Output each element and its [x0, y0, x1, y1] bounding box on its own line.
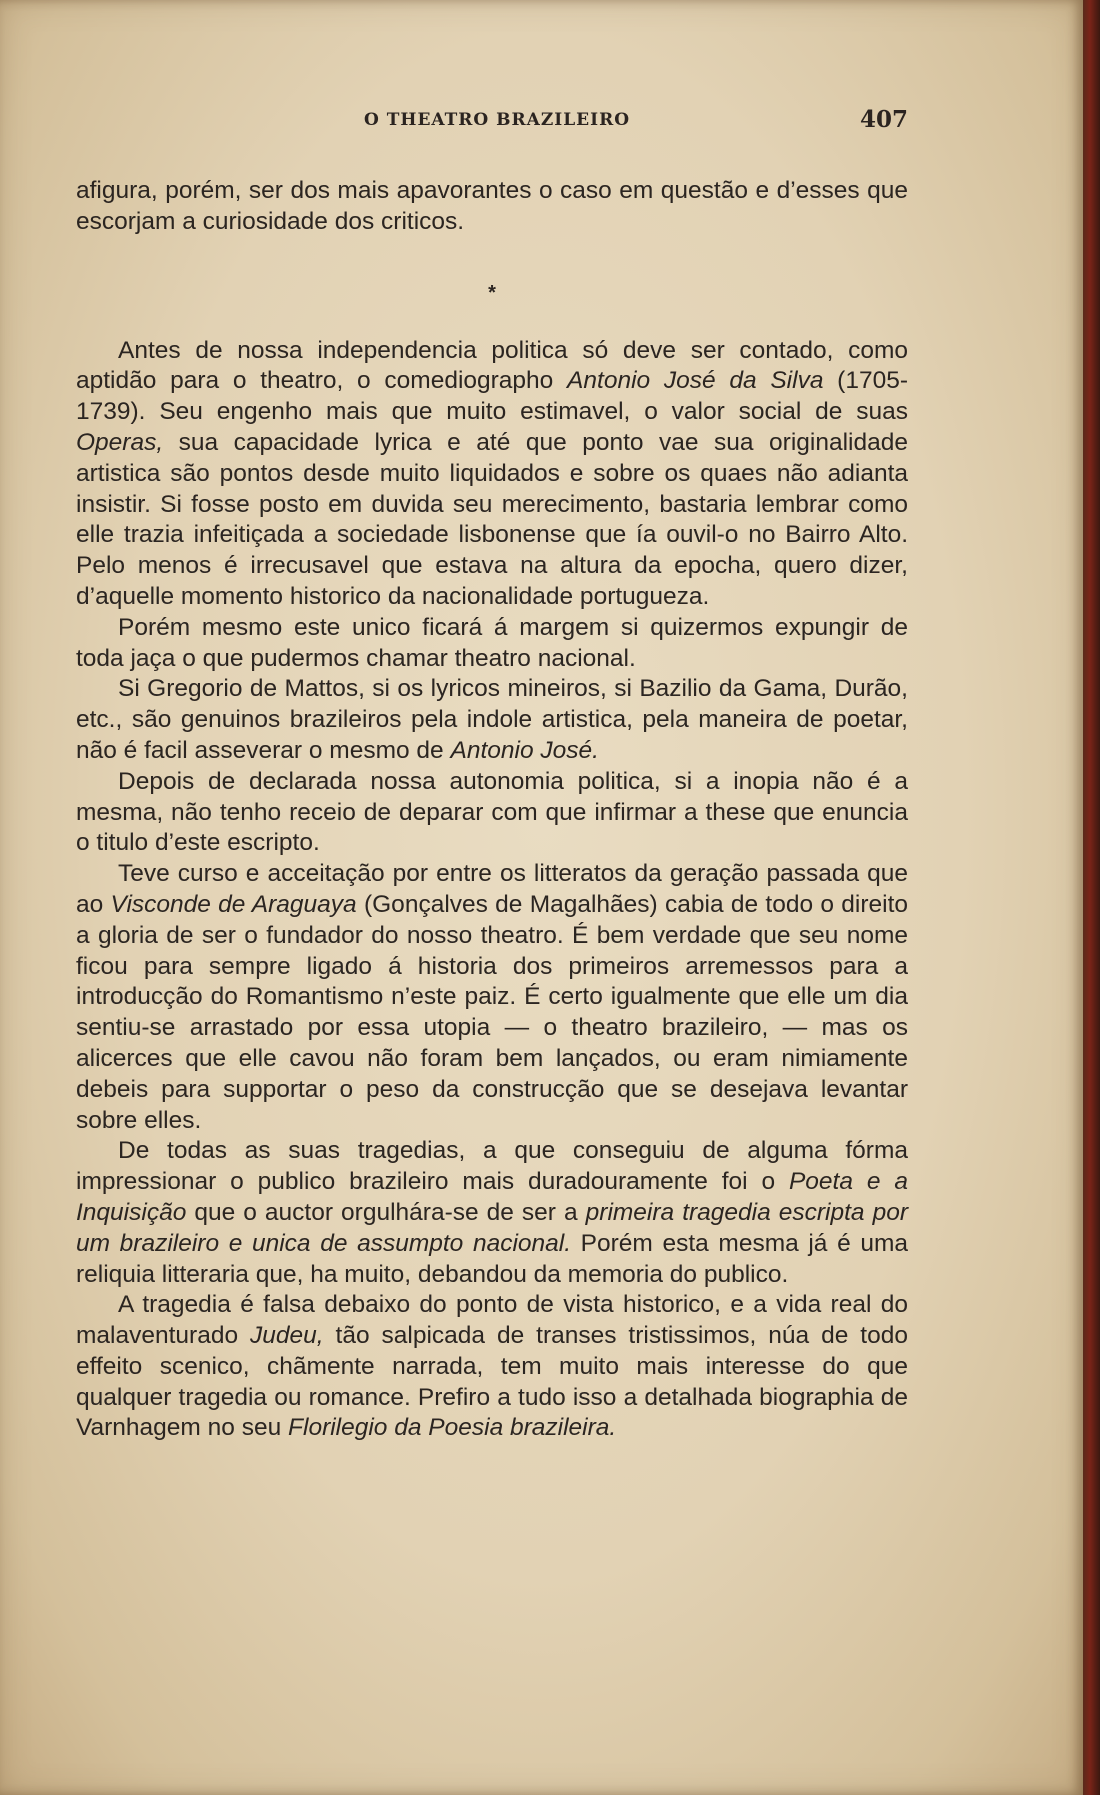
running-title: O THEATRO BRAZILEIRO [364, 110, 631, 130]
paragraph-1-text-b: (1705-1739). Seu engenho mais que muito estimavel, o valor social de suas [76, 367, 909, 426]
paragraph-6-text-b: que o auctor orgulhára-se de ser a [186, 1198, 586, 1226]
paragraph-5-text-b: (Gonçalves de Magalhães) cabia de todo o direito a gloria de ser o fundador do nosso theatro. É bem verdade que seu nome ficou para sempre ligado á historia dos primeiros arremessos para a introducção do Romantismo n’este paiz. É certo igualmente que elle um dia sentiu-se arrastado por essa utopia — o theatro brazileiro, — mas os alicerces que elle cavou não foram bem lançados, ou eram nimiamente debeis para supportar o peso da construcção que se desejava levantar sobre elles. [76, 890, 908, 1134]
paragraph-1-text-c: sua capacidade lyrica e até que ponto vae sua originalidade artistica são pontos desde muito liquidados e sobre os quaes não adianta insistir. Si fosse posto em duvida seu merecimento, bastaria lembrar como elle trazia infeitiçada a sociedade lisbonense que ía ouvil-o no Bairro Alto. Pelo menos é irrecusavel que estava na altura da epocha, quero dizer, d’aquelle momento historico da nacionalidade portugueza. [76, 428, 908, 610]
paragraph-4 [76, 767, 908, 859]
author-name-antonio-jose: Antonio José da Silva [567, 367, 824, 395]
paragraph-5-text-a: Teve curso e acceitação por entre os litteratos da geração passada que ao [76, 860, 908, 918]
visconde-name: Visconde de Araguaya [110, 890, 357, 918]
page-header [76, 108, 908, 138]
author-name-antonio-jose-2: Antonio José. [450, 736, 599, 764]
paragraph-6 [76, 1136, 908, 1290]
judeu-name: Judeu, [250, 1322, 324, 1350]
paragraph-6-text-a: De todas as suas tragedias, a que conseguiu de alguma fórma impressionar o publico brazileiro mais duradouramente foi o [76, 1137, 908, 1196]
page-edge-binding [1083, 0, 1100, 1795]
paragraph-5 [76, 859, 908, 1136]
paragraph-3-text-a: Si Gregorio de Mattos, si os lyricos mineiros, si Bazilio da Gama, Durão, etc., são genuinos brazileiros pela indole artistica, pela maneira de poetar, não é facil asseverar o mesmo de [76, 675, 908, 764]
section-separator: * [488, 281, 496, 304]
body-text [76, 176, 908, 1444]
quoted-claim: primeira tragedia escripta por um brazileiro e unica de assumpto nacional. [76, 1198, 908, 1257]
paragraph-4-text: Depois de declarada nossa autonomia politica, si a inopia não é a mesma, não tenho receio de deparar com que infirmar a these que enuncia o titulo d’este escripto. [76, 767, 908, 857]
paragraph-0-text: afigura, porém, ser dos mais apavorantes o caso em questão e d’esses que escorjam a curiosidade dos criticos. [76, 177, 908, 235]
paragraph-7-text-a: A tragedia é falsa debaixo do ponto de vista historico, e a vida real do malaventurado [76, 1291, 908, 1350]
paragraph-1 [76, 336, 908, 613]
paragraph-2 [76, 613, 908, 675]
paragraph-6-text-c: Porém esta mesma já é uma reliquia litteraria que, ha muito, debandou da memoria do publico. [76, 1229, 908, 1288]
paragraph-7 [76, 1290, 908, 1444]
florilegio-title: Florilegio da Poesia brazileira. [288, 1414, 617, 1442]
paragraph-7-text-b: tão salpicada de transes tristissimos, núa de todo effeito scenico, chãmente narrada, tem muito mais interesse do que qualquer tragedia ou romance. Prefiro a tudo isso a detalhada biographia de Varnhagem no seu [76, 1322, 908, 1442]
paragraph-2-text: Porém mesmo este unico ficará á margem si quizermos expungir de toda jaça o que pudermos chamar theatro nacional. [76, 613, 908, 672]
page-number: 407 [859, 106, 908, 133]
paragraph-1-text-a: Antes de nossa independencia politica só deve ser contado, como aptidão para o theatro, o comediographo [76, 336, 908, 395]
paragraph-3 [76, 674, 908, 766]
paragraph-continuation [76, 176, 908, 238]
play-title: Poeta e a Inquisição [76, 1168, 909, 1226]
operas-title: Operas, [76, 428, 164, 456]
